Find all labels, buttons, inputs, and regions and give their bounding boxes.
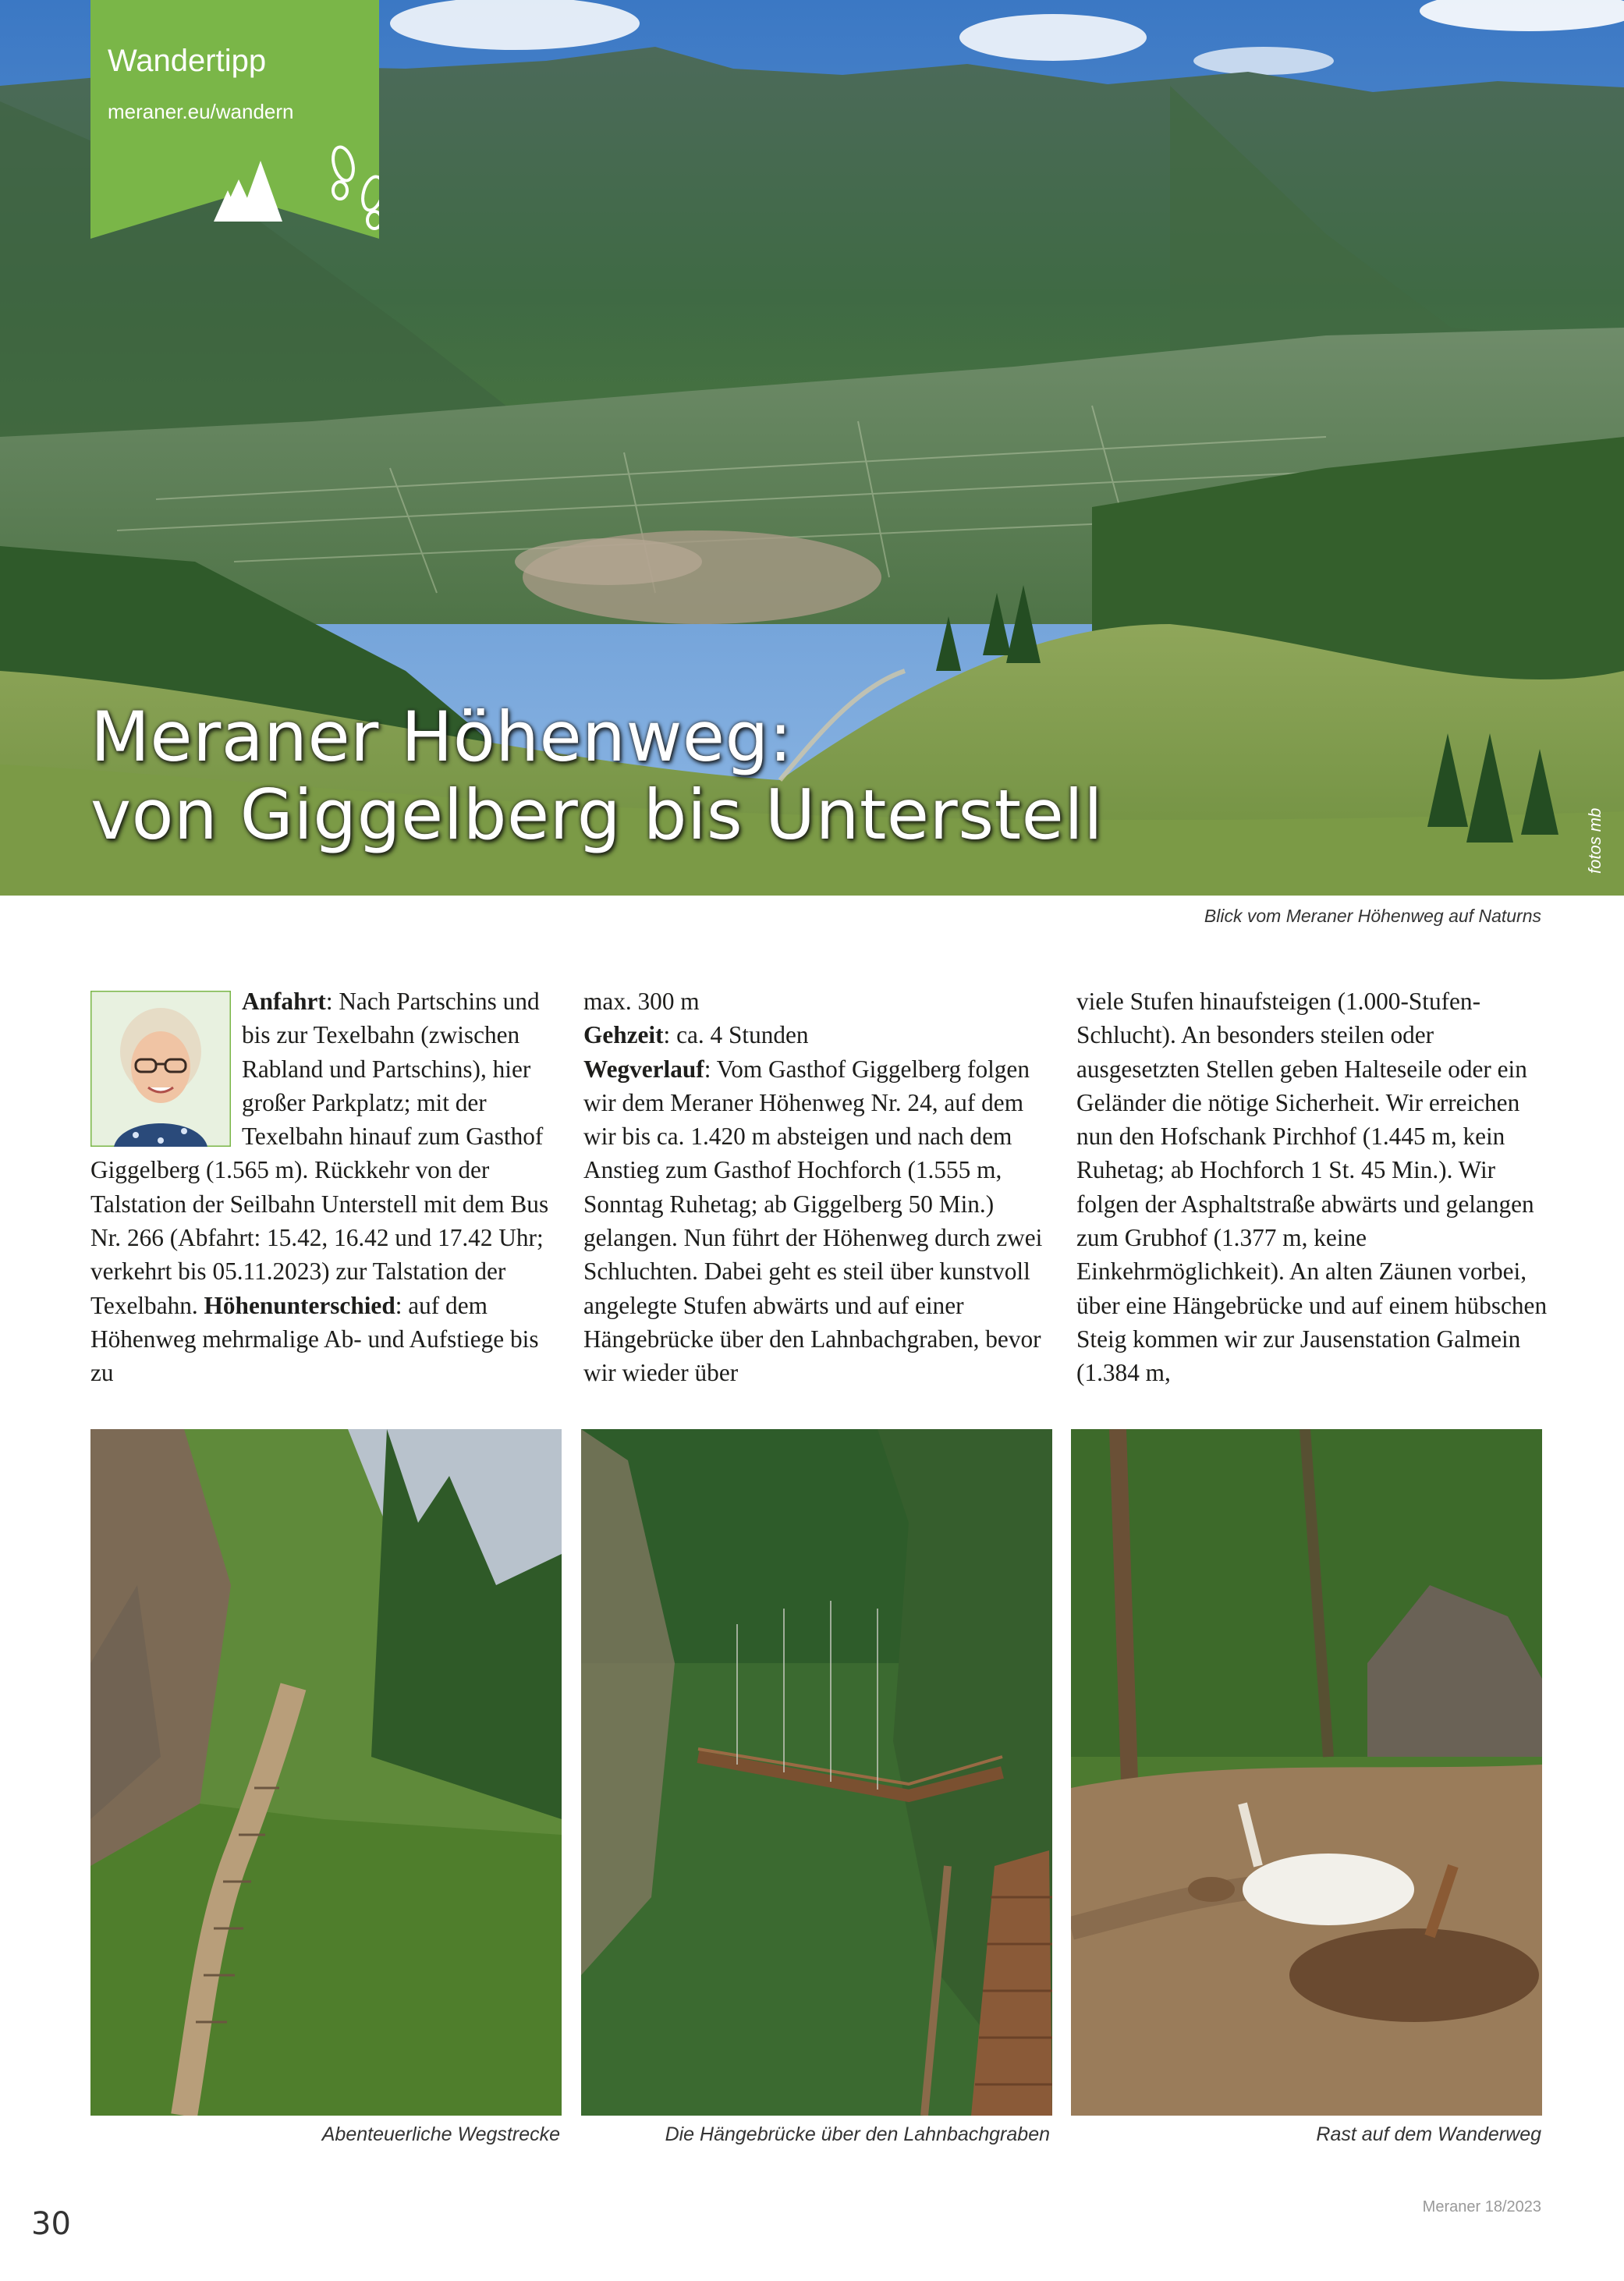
- headline-line-2: von Giggelberg bis Unterstell: [90, 775, 1104, 855]
- article-column-1: [90, 984, 562, 1390]
- photo-goats-rest: [1071, 1429, 1542, 2116]
- photo-caption-1: Abenteuerliche Wegstrecke: [321, 2123, 560, 2145]
- article-headline: [90, 698, 1261, 854]
- article-column-3: [1076, 984, 1548, 1390]
- hoehenunterschied-text: : auf dem Höhenweg mehrmalige Ab- und Aufstiege bis zu: [90, 1291, 539, 1387]
- headline-line-1: Meraner Höhenweg:: [90, 697, 793, 777]
- wegverlauf-label: Wegverlauf: [583, 1055, 704, 1083]
- hoehenunterschied-continued: max. 300 m: [583, 988, 700, 1015]
- hero-caption: Blick vom Meraner Höhenweg auf Naturns: [1204, 906, 1541, 926]
- badge-url: meraner.eu/wandern: [108, 100, 294, 123]
- photo-suspension-bridge: [581, 1429, 1052, 2116]
- anfahrt-text: : Nach Partschins und bis zur Texelbahn (zwischen Rabland und Partschins), hier großer Parkplatz; mit der Texelbahn hinauf zum Gasthof Giggelberg (1.565 m). Rückkehr von der Talstation der Seilbahn Unterstell mit dem Bus Nr. 266 (Abfahrt: 15.42, 16.42 und 17.42 Uhr; verkehrt bis 05.11.2023) zur Talstation der Texelbahn.: [90, 988, 549, 1319]
- issue-label: Meraner 18/2023: [1422, 2198, 1541, 2215]
- gehzeit-label: Gehzeit: [583, 1021, 664, 1049]
- gehzeit-text: : ca. 4 Stunden: [663, 1021, 809, 1049]
- bridge-image: [581, 1429, 1052, 2116]
- wandertipp-badge: [90, 0, 379, 239]
- photo-caption-2: Die Hängebrücke über den Lahnbachgraben: [665, 2123, 1050, 2145]
- badge-title: Wandertipp: [108, 44, 267, 78]
- wegverlauf-continued: viele Stufen hinaufsteigen (1.000-Stufen-Schlucht). An besonders steilen oder ausgesetzten Stellen geben Halteseile oder ein Geländer die nötige Sicherheit. Wir erreichen nun den Hofschank Pirchhof (1.445 m, kein Ruhetag; ab Hochforch 1 St. 45 Min.). Wir folgen der Asphaltstraße abwärts und gelangen zum Grubhof (1.377 m, keine Einkehrmöglichkeit). An alten Zäunen vorbei, über eine Hängebrücke und auf einem hübschen Steig kommen wir zur Jausenstation Galmein (1.384 m,: [1076, 988, 1548, 1387]
- trail-image: [90, 1429, 562, 2116]
- author-photo: [90, 991, 231, 1147]
- photo-caption-3: Rast auf dem Wanderweg: [1316, 2123, 1541, 2145]
- hero-image: [0, 0, 1624, 896]
- anfahrt-label: Anfahrt: [242, 988, 326, 1015]
- photo-trail: [90, 1429, 562, 2116]
- goats-image: [1071, 1429, 1542, 2116]
- wegverlauf-text: : Vom Gasthof Giggelberg folgen wir dem Meraner Höhenweg Nr. 24, auf dem wir bis ca. 1.420 m absteigen und nach dem Anstieg zum Gasthof Hochforch (1.555 m, Sonntag Ruhetag; ab Giggelberg 50 Min.) gelangen. Nun führt der Höhenweg durch zwei Schluchten. Dabei geht es steil über kunstvoll angelegte Stufen abwärts und auf einer Hängebrücke über den Lahnbachgraben, bevor wir wieder über: [583, 1055, 1043, 1387]
- author-portrait: [90, 991, 231, 1147]
- article-column-2: [583, 984, 1055, 1390]
- hoehenunterschied-label: Höhenunterschied: [204, 1291, 395, 1319]
- photo-credit: fotos mb: [1585, 807, 1604, 874]
- page-number: 30: [31, 2206, 71, 2242]
